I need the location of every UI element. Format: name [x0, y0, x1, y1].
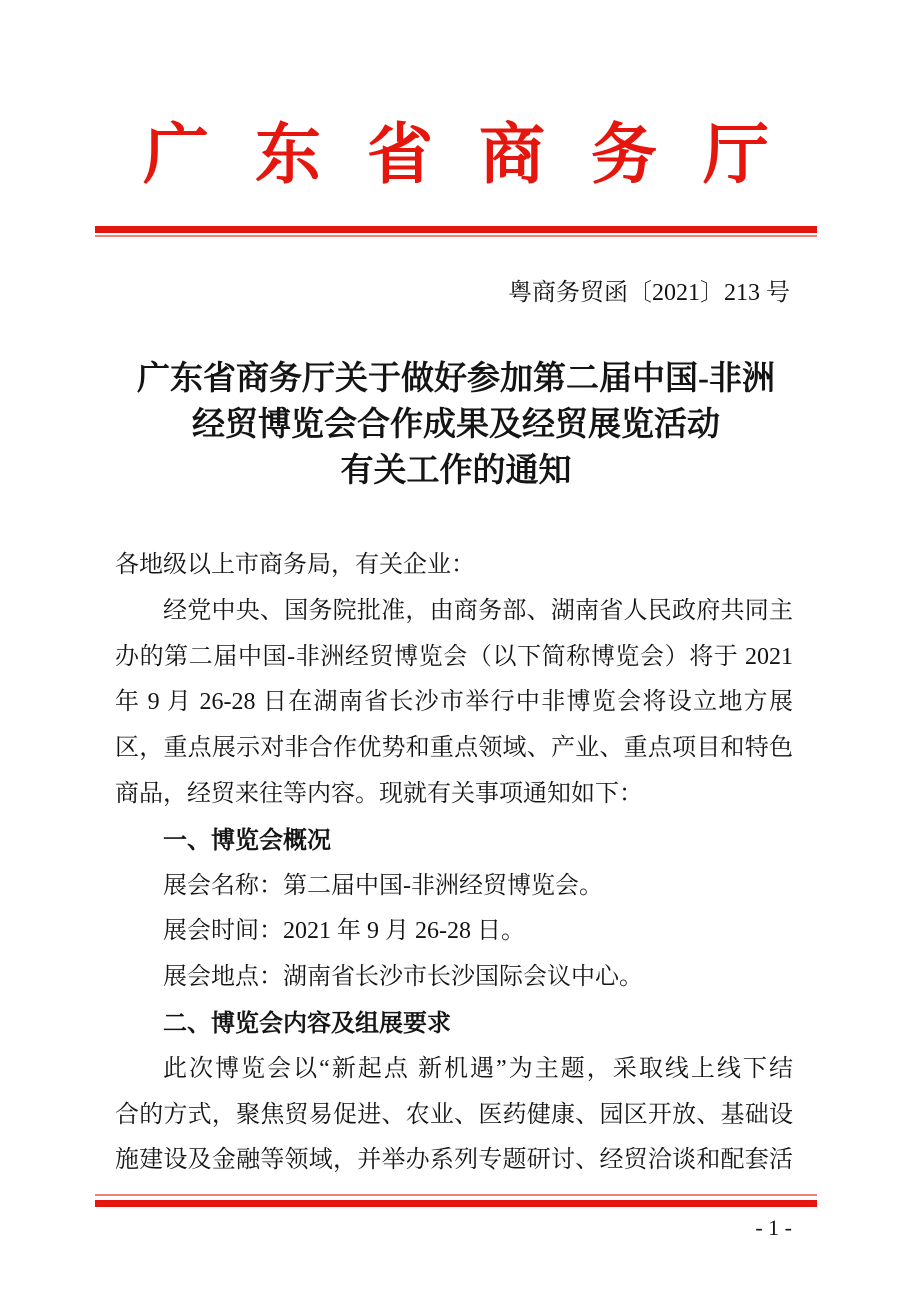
document-title-line: 经贸博览会合作成果及经贸展览活动 — [192, 407, 720, 443]
rule-thick-line — [95, 226, 817, 233]
body-line: 施建设及金融等领域，并举办系列专题研讨、经贸洽谈和配套活 — [115, 1147, 793, 1174]
body-line: 各地级以上市商务局，有关企业： — [115, 552, 475, 578]
section-heading: 二、博览会内容及组展要求 — [163, 1009, 451, 1037]
body-text — [115, 543, 793, 1184]
body-line: 商品，经贸来往等内容。现就有关事项通知如下： — [115, 780, 643, 807]
rule-thin-line — [95, 235, 817, 237]
document-title-line: 广东省商务厅关于做好参加第二届中国-非洲 — [137, 361, 775, 397]
document-title-line: 有关工作的通知 — [340, 453, 572, 489]
footer-double-rule — [95, 1194, 817, 1207]
body-line: 年 9 月 26-28 日在湖南省长沙市举行中非博览会将设立地方展 — [115, 689, 793, 716]
letterhead-agency-name: 广东省商务厅 — [143, 119, 815, 192]
section-heading: 一、博览会概况 — [163, 826, 331, 854]
rule-thick-line — [95, 1200, 817, 1207]
body-line: 展会时间：2021 年 9 月 26-28 日。 — [163, 918, 525, 945]
document-reference-number: 粤商务贸函〔2021〕213 号 — [508, 280, 790, 306]
page-number: - 1 - — [755, 1215, 792, 1240]
body-line: 展会地点：湖南省长沙市长沙国际会议中心。 — [163, 964, 643, 991]
letterhead-double-rule — [95, 226, 817, 237]
body-line: 此次博览会以“新起点 新机遇”为主题，采取线上线下结 — [163, 1055, 793, 1082]
rule-thin-line — [95, 1194, 817, 1196]
body-line: 办的第二届中国-非洲经贸博览会（以下简称博览会）将于 2021 — [115, 643, 793, 670]
body-line: 经党中央、国务院批准，由商务部、湖南省人民政府共同主 — [163, 597, 793, 624]
body-line: 区，重点展示对非合作优势和重点领域、产业、重点项目和特色 — [115, 735, 793, 762]
body-line: 合的方式，聚焦贸易促进、农业、医药健康、园区开放、基础设 — [115, 1101, 793, 1128]
document-title — [56, 356, 856, 494]
body-line: 展会名称：第二届中国-非洲经贸博览会。 — [163, 872, 603, 899]
